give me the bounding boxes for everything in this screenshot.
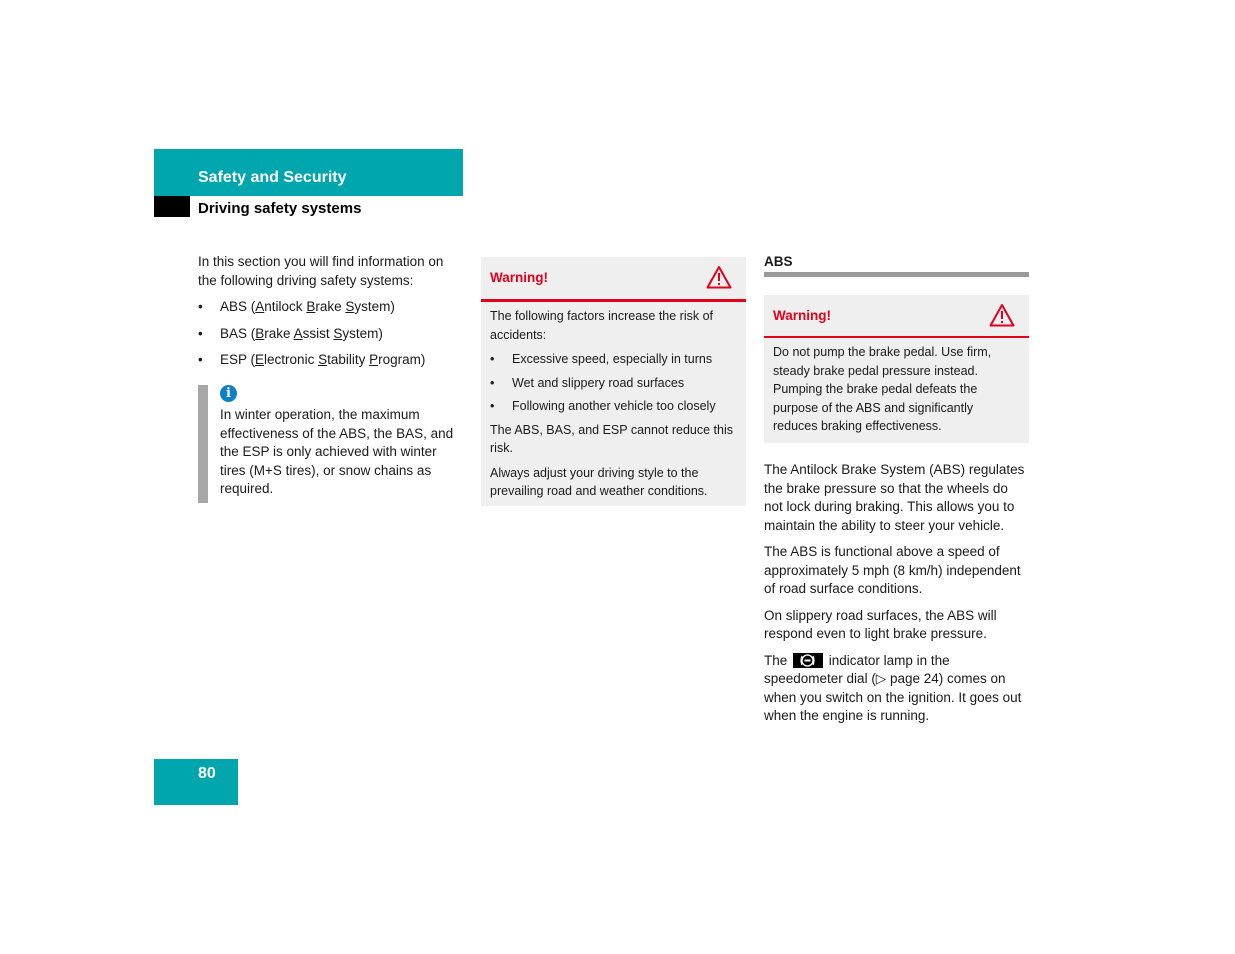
- page-number-box: [154, 759, 238, 805]
- intro-text: In this section you will find information on the following driving safety systems:: [198, 254, 444, 288]
- warning-title: Warning!: [773, 308, 831, 323]
- warning-text: Do not pump the brake pedal. Use firm, steady brake pedal pressure instead. Pumping the brake pedal defeats the purpose of the ABS and significantly reduces braking effectiveness.: [773, 345, 992, 433]
- abs-paragraph: The ABS is functional above a speed of approximately 5 mph (8 km/h) independent of road surface conditions.: [764, 544, 1021, 596]
- risk-factors-list: [490, 350, 737, 416]
- warning-box-left: [481, 257, 746, 506]
- list-item: • Following another vehicle too closely: [490, 397, 737, 416]
- abs-indicator-lamp-icon: [793, 653, 823, 668]
- warning-box-abs: [764, 295, 1029, 443]
- section-tab-marker: [154, 196, 190, 217]
- list-item: • ABS (Antilock Brake System): [198, 298, 464, 317]
- intro-column: [198, 253, 464, 378]
- warning-paragraph: The ABS, BAS, and ESP cannot reduce this risk.: [490, 422, 733, 455]
- subsection-title: Driving safety systems: [198, 200, 362, 217]
- list-item: • ESP (Electronic Stability Program): [198, 351, 464, 370]
- warning-paragraph: Always adjust your driving style to the prevailing road and weather conditions.: [490, 465, 708, 498]
- warning-title: Warning!: [490, 270, 548, 285]
- abs-paragraph: The indicator lamp in the speedometer dial (▷ page 24) comes on when you switch on the ignition. It goes out when the engine is running.: [764, 652, 1022, 723]
- list-item: • Wet and slippery road surfaces: [490, 374, 737, 393]
- note-bar: [198, 385, 208, 503]
- abs-paragraph: On slippery road surfaces, the ABS will respond even to light brake pressure.: [764, 607, 997, 641]
- warning-triangle-icon: [706, 265, 732, 289]
- list-item: • BAS (Brake Assist System): [198, 325, 464, 344]
- section-title: Safety and Security: [198, 169, 347, 186]
- warning-header: [481, 257, 746, 302]
- abs-heading: ABS: [764, 254, 1029, 277]
- page-number: 80: [198, 765, 216, 782]
- abs-column: [764, 461, 1030, 734]
- info-icon: i: [220, 385, 237, 402]
- warning-header: [764, 295, 1029, 338]
- systems-list: [198, 298, 464, 370]
- warning-body: [481, 302, 746, 501]
- warning-triangle-icon: [989, 303, 1015, 327]
- warning-body: [764, 338, 1029, 436]
- note-text: In winter operation, the maximum effectiveness of the ABS, the BAS, and the ESP is only achieved with winter tires (M+S tires), or snow chains as required.: [220, 407, 454, 496]
- info-note: [198, 385, 464, 503]
- abs-paragraph: The Antilock Brake System (ABS) regulates the brake pressure so that the wheels do not lock during braking. This allows you to maintain the ability to steer your vehicle.: [764, 462, 1025, 533]
- warning-intro: The following factors increase the risk of accidents:: [490, 309, 714, 342]
- list-item: • Excessive speed, especially in turns: [490, 350, 737, 369]
